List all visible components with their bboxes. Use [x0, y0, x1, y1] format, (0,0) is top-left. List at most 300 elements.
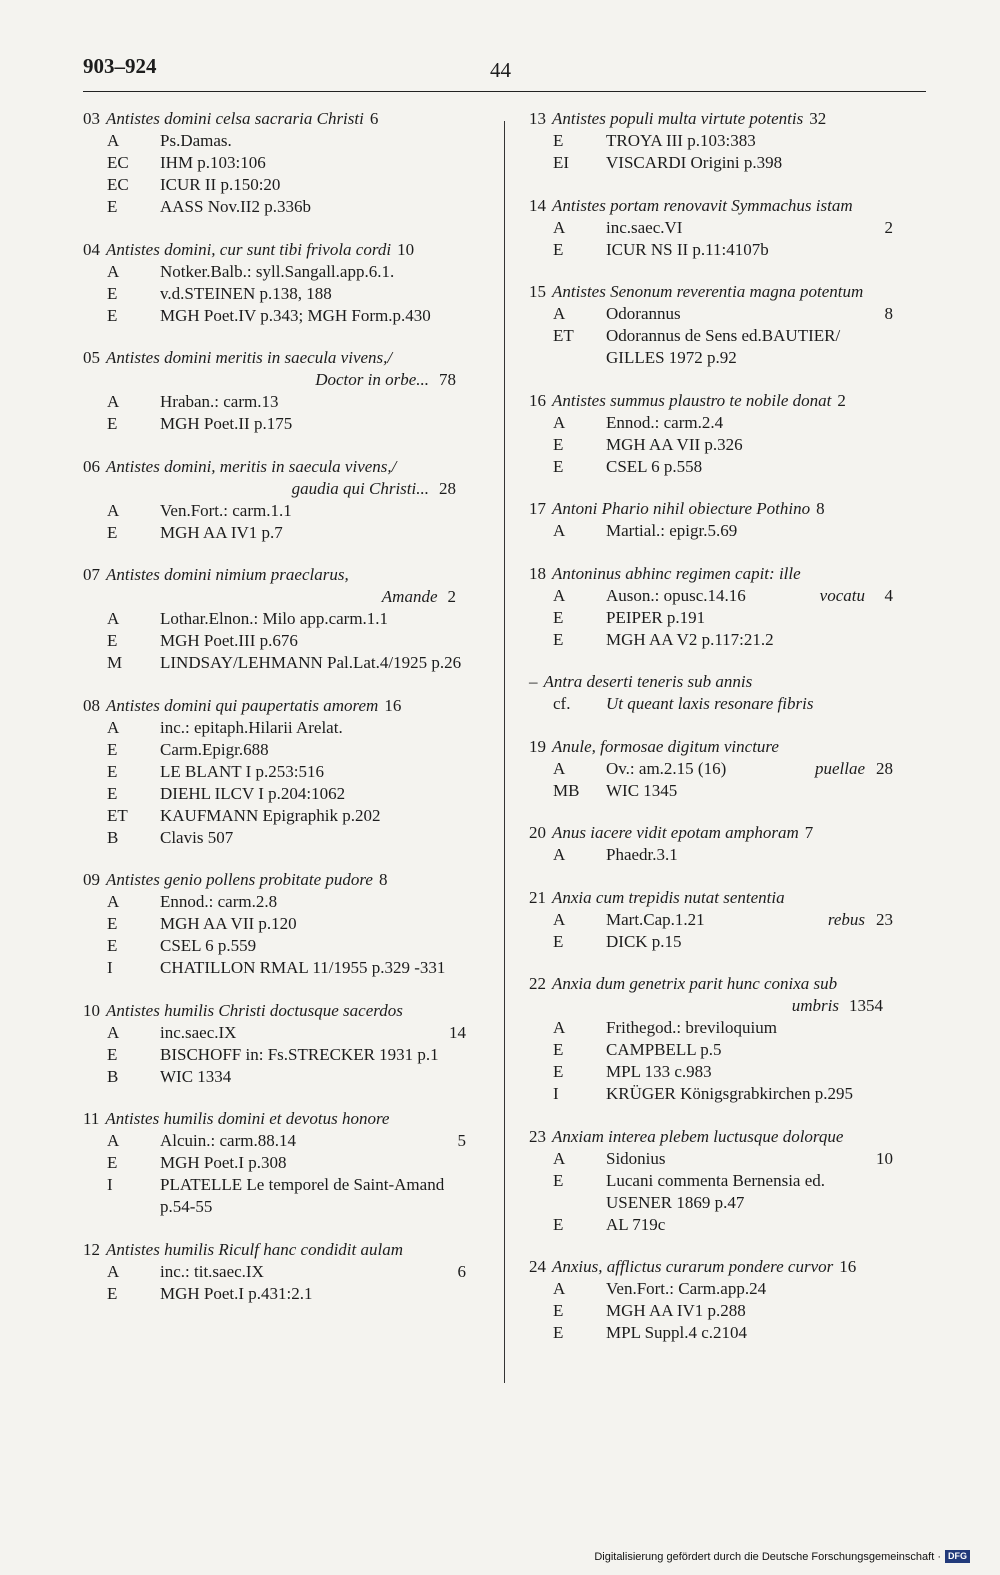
source-code: E [107, 783, 118, 803]
source-reference [606, 1061, 913, 1083]
source-text: LE BLANT I p.253:516 [160, 761, 325, 781]
source-code: A [107, 609, 120, 628]
source-reference [160, 1261, 486, 1283]
source-reference [606, 1170, 913, 1214]
entry-title [529, 1126, 913, 1148]
header-rule [83, 91, 926, 92]
entry [83, 108, 486, 218]
verse-count: 6 [457, 1261, 466, 1281]
entry-number: 05 [83, 348, 100, 367]
incipit: Antistes Senonum reverentia magna potentum [552, 282, 864, 301]
source-text: AL 719c [606, 1214, 666, 1234]
verse-count: 5 [457, 1131, 466, 1150]
source-reference [160, 913, 486, 935]
source-code: E [107, 936, 118, 955]
source-code: I [553, 1084, 559, 1103]
source-reference [160, 1130, 486, 1152]
source-text: Alcuin.: carm.88.14 [160, 1131, 296, 1150]
source-code: A [553, 1018, 566, 1037]
entry-number: 16 [529, 390, 546, 410]
source-row [529, 412, 913, 434]
verse-count: 78 [439, 370, 456, 389]
entry [529, 498, 913, 542]
entry [529, 195, 913, 261]
verse-count: 6 [369, 109, 379, 128]
source-row [529, 780, 913, 802]
source-code: E [553, 434, 564, 454]
source-text: AASS Nov.II2 p.336b [160, 197, 311, 216]
source-code: A [553, 1148, 566, 1168]
incipit-continued: Doctor in orbe... [315, 370, 429, 389]
entry-title [529, 390, 913, 412]
right-column [529, 108, 913, 1344]
source-reference [606, 1322, 913, 1344]
source-code: E [553, 131, 564, 150]
source-text: ICUR NS II p.11:4107b [606, 239, 769, 259]
source-code: E [553, 239, 564, 259]
incipit: Anxiam interea plebem luctusque dolorque [552, 1126, 844, 1146]
source-code: ET [107, 805, 128, 825]
source-reference [606, 780, 913, 802]
entry [83, 1000, 486, 1088]
source-code: E [553, 629, 564, 649]
entry-title [83, 869, 486, 891]
entry-number: 11 [83, 1109, 100, 1128]
verse-count: 7 [804, 823, 814, 842]
source-reference [160, 196, 486, 218]
incipit-word: vocatu [819, 585, 865, 605]
incipit-continuation [83, 478, 486, 500]
source-text: KAUFMANN Epigraphik p.202 [160, 805, 381, 825]
source-reference [160, 652, 486, 674]
source-reference [606, 931, 913, 953]
source-row [529, 585, 913, 607]
entry [529, 973, 913, 1105]
source-code: B [107, 827, 119, 847]
incipit: Antistes genio pollens probitate pudore [106, 870, 373, 889]
source-text: Notker.Balb.: syll.Sangall.app.6.1. [160, 261, 395, 281]
source-row [83, 174, 486, 196]
source-code: ET [553, 326, 574, 345]
source-code: E [107, 739, 118, 759]
source-row [529, 1278, 913, 1300]
incipit-continued: gaudia qui Christi... [291, 478, 429, 498]
entry-title [529, 671, 913, 693]
source-code: E [107, 305, 118, 325]
source-text: CSEL 6 p.558 [606, 456, 703, 476]
entry-number: 09 [83, 870, 100, 889]
source-code: E [553, 1040, 564, 1059]
entry-title [529, 736, 913, 758]
entry-number: 12 [83, 1239, 100, 1259]
source-reference [160, 805, 486, 827]
verse-count: 8 [816, 499, 825, 518]
entry-number: 20 [529, 823, 546, 842]
source-text: WIC 1334 [160, 1066, 232, 1086]
source-reference [606, 1017, 913, 1039]
source-row [529, 325, 913, 369]
source-reference [160, 261, 486, 283]
source-row [529, 239, 913, 261]
entry-title [83, 1108, 486, 1130]
source-text: Clavis 507 [160, 827, 234, 847]
incipit: Antistes humilis domini et devotus honore [105, 1109, 390, 1128]
verse-count: 2 [884, 217, 893, 237]
running-head: 903–924 [83, 54, 157, 78]
source-reference [606, 844, 913, 866]
incipit-continuation [83, 586, 486, 608]
source-reference [160, 413, 486, 435]
entry-title [83, 564, 486, 586]
source-row [83, 305, 486, 327]
source-code: A [553, 412, 566, 432]
incipit: Antoni Phario nihil obiecture Pothino [552, 499, 811, 518]
source-text: BISCHOFF in: Fs.STRECKER 1931 p.1 [160, 1044, 439, 1064]
source-row [529, 758, 913, 780]
source-text: Carm.Epigr.688 [160, 739, 269, 759]
source-reference [606, 1214, 913, 1236]
source-reference [160, 283, 486, 305]
source-row [529, 1170, 913, 1214]
source-reference [606, 758, 913, 780]
source-text: inc.: tit.saec.IX [160, 1261, 264, 1281]
source-text: ICUR II p.150:20 [160, 175, 281, 194]
source-text: Lothar.Elnon.: Milo app.carm.1.1 [160, 609, 389, 628]
entry-number: 04 [83, 239, 100, 259]
source-row [83, 1130, 486, 1152]
source-reference [606, 520, 913, 542]
incipit: Antistes summus plaustro te nobile donat [552, 390, 832, 410]
verse-count: 16 [384, 695, 402, 715]
source-code: E [553, 456, 564, 476]
source-reference [606, 1148, 913, 1170]
verse-count: 28 [876, 758, 893, 778]
source-reference [606, 629, 913, 651]
source-reference [160, 522, 486, 544]
source-row [83, 1174, 486, 1218]
source-text: Martial.: epigr.5.69 [606, 521, 738, 540]
source-code: A [553, 758, 566, 778]
entry [83, 1239, 486, 1305]
source-row [83, 935, 486, 957]
source-code: A [107, 392, 120, 411]
entry-number: 18 [529, 563, 546, 583]
source-row [529, 909, 913, 931]
incipit: Antistes domini nimium praeclarus, [106, 565, 349, 584]
source-text: inc.: epitaph.Hilarii Arelat. [160, 717, 343, 737]
entry [83, 456, 486, 544]
source-reference [160, 608, 486, 630]
source-code: E [107, 522, 118, 542]
source-row [529, 152, 913, 174]
source-code: A [553, 585, 566, 605]
verse-count: 10 [876, 1148, 893, 1168]
source-text: CSEL 6 p.559 [160, 936, 257, 955]
source-code: cf. [553, 694, 571, 713]
entry-number: 10 [83, 1000, 100, 1020]
source-row [529, 607, 913, 629]
incipit-continuation [529, 995, 913, 1017]
entry-title [529, 108, 913, 130]
entry-title [83, 695, 486, 717]
source-row [83, 196, 486, 218]
source-text: MGH Poet.I p.431:2.1 [160, 1283, 313, 1303]
source-row [83, 717, 486, 739]
source-reference [160, 391, 486, 413]
entry [83, 1108, 486, 1218]
source-code: E [107, 914, 118, 933]
source-reference [160, 152, 486, 174]
incipit: Antistes domini celsa sacraria Christi [106, 109, 364, 128]
column-divider [504, 121, 505, 1383]
entry-title [83, 347, 486, 369]
entry [83, 239, 486, 327]
incipit: Antoninus abhinc regimen capit: ille [552, 563, 801, 583]
source-text: MGH Poet.IV p.343; MGH Form.p.430 [160, 305, 431, 325]
entry-number: 08 [83, 695, 100, 715]
left-column [83, 108, 486, 1305]
source-row [83, 739, 486, 761]
source-code: E [107, 414, 118, 433]
incipit: Antra deserti teneris sub annis [543, 672, 753, 691]
source-reference [606, 412, 913, 434]
entry [83, 564, 486, 674]
entry [529, 281, 913, 369]
source-code: EC [107, 153, 129, 172]
source-text: Ut queant laxis resonare fibris [606, 694, 814, 713]
dfg-logo: DFG [945, 1550, 970, 1563]
source-text: DIEHL ILCV I p.204:1062 [160, 783, 346, 803]
source-code: E [107, 1283, 118, 1303]
entry-number: 03 [83, 109, 100, 128]
entry-title [529, 281, 913, 303]
source-reference [160, 957, 486, 979]
entry-number: 07 [83, 565, 100, 584]
source-reference [160, 1152, 486, 1174]
incipit: Anxia dum genetrix parit hunc conixa sub [552, 974, 838, 993]
source-text: KRÜGER Königsgrabkirchen p.295 [606, 1084, 853, 1103]
source-reference [606, 239, 913, 261]
source-reference [160, 630, 486, 652]
source-row [83, 913, 486, 935]
source-text: MGH AA IV1 p.7 [160, 522, 283, 542]
source-row [83, 1152, 486, 1174]
source-reference [606, 1278, 913, 1300]
entry [529, 563, 913, 651]
source-text: PEIPER p.191 [606, 607, 706, 627]
source-row [83, 1066, 486, 1088]
verse-count: 2 [837, 390, 846, 410]
source-text: Mart.Cap.1.21 [606, 909, 705, 929]
source-reference [606, 1039, 913, 1061]
verse-count: 16 [839, 1257, 857, 1276]
source-text: inc.saec.IX [160, 1022, 237, 1042]
verse-count: 1354 [849, 996, 883, 1015]
source-code: A [553, 217, 566, 237]
entry [529, 736, 913, 802]
source-code: E [553, 1301, 564, 1320]
source-code: E [107, 1044, 118, 1064]
source-row [83, 891, 486, 913]
source-code: E [553, 1170, 564, 1190]
incipit: Antistes populi multa virtute potentis [552, 109, 804, 128]
footer [594, 1550, 970, 1563]
source-reference [606, 909, 913, 931]
entry-title [529, 498, 913, 520]
source-text: Ennod.: carm.2.8 [160, 892, 278, 911]
incipit: Anxius, afflictus curarum pondere curvor [552, 1257, 834, 1276]
source-text: CAMPBELL p.5 [606, 1040, 722, 1059]
source-reference [606, 217, 913, 239]
source-row [83, 630, 486, 652]
source-text: MPL Suppl.4 c.2104 [606, 1323, 748, 1342]
source-row [529, 1148, 913, 1170]
source-row [83, 652, 486, 674]
source-code: A [107, 1022, 120, 1042]
source-text: TROYA III p.103:383 [606, 131, 756, 150]
source-row [529, 1300, 913, 1322]
entry-title [529, 1256, 913, 1278]
source-row [83, 761, 486, 783]
entry-number: 19 [529, 736, 546, 756]
source-row [83, 391, 486, 413]
source-reference [160, 130, 486, 152]
entry-number: 21 [529, 887, 546, 907]
verse-count: 4 [884, 585, 893, 605]
entry-number: 23 [529, 1126, 546, 1146]
source-row [529, 520, 913, 542]
incipit-word: puellae [814, 758, 865, 778]
entry-number: 14 [529, 195, 546, 215]
source-code: A [107, 892, 120, 911]
source-row [83, 1261, 486, 1283]
source-reference [160, 174, 486, 196]
source-row [83, 152, 486, 174]
source-reference [160, 1066, 486, 1088]
source-code: I [107, 1175, 113, 1194]
page-number: 44 [490, 58, 511, 82]
source-reference [160, 739, 486, 761]
entry [529, 390, 913, 478]
entry-title [83, 1239, 486, 1261]
source-reference [606, 585, 913, 607]
verse-count: 10 [397, 239, 415, 259]
source-text: Hraban.: carm.13 [160, 392, 279, 411]
source-code: MB [553, 780, 580, 800]
source-row [529, 1061, 913, 1083]
source-reference [160, 717, 486, 739]
source-row [83, 283, 486, 305]
source-code: E [553, 607, 564, 627]
entry-title [529, 563, 913, 585]
source-reference [160, 783, 486, 805]
source-row [529, 1083, 913, 1105]
source-text: MGH AA V2 p.117:21.2 [606, 629, 774, 649]
source-code: EC [107, 175, 129, 194]
source-text: Phaedr.3.1 [606, 845, 678, 864]
source-code: A [107, 131, 120, 150]
source-text: Ven.Fort.: Carm.app.24 [606, 1279, 767, 1298]
verse-count: 8 [378, 870, 388, 889]
source-text: MGH AA VII p.120 [160, 914, 297, 933]
entry-number: 17 [529, 499, 546, 518]
verse-count: 14 [449, 1022, 466, 1042]
source-reference [160, 1174, 486, 1218]
entry [529, 1256, 913, 1344]
source-code: A [107, 500, 120, 520]
source-text: PLATELLE Le temporel de Saint-Amand p.54-55 [160, 1175, 445, 1216]
source-text: MPL 133 c.983 [606, 1062, 712, 1081]
source-text: Odorannus de Sens ed.BAUTIER/ GILLES 1972 p.92 [606, 326, 841, 367]
source-text: WIC 1345 [606, 780, 678, 800]
incipit: Antistes humilis Christi doctusque sacerdos [106, 1000, 403, 1020]
entry [529, 671, 913, 715]
source-code: E [553, 931, 564, 951]
source-reference [160, 1044, 486, 1066]
source-row [529, 130, 913, 152]
source-code: E [107, 1153, 118, 1172]
source-reference [160, 891, 486, 913]
source-row [83, 805, 486, 827]
source-text: Frithegod.: breviloquium [606, 1018, 777, 1037]
source-code: E [107, 283, 118, 303]
source-row [83, 957, 486, 979]
incipit: Antistes domini qui paupertatis amorem [106, 695, 379, 715]
source-row [529, 629, 913, 651]
verse-count: 8 [884, 304, 893, 323]
source-text: MGH AA VII p.326 [606, 434, 743, 454]
incipit: Anus iacere vidit epotam amphoram [552, 823, 799, 842]
incipit: Anxia cum trepidis nutat sententia [552, 887, 785, 907]
source-row [83, 608, 486, 630]
source-code: E [107, 197, 118, 216]
source-code: A [107, 1131, 120, 1150]
entry [83, 869, 486, 979]
source-reference [606, 130, 913, 152]
source-row [529, 456, 913, 478]
source-reference [606, 456, 913, 478]
source-reference [160, 1283, 486, 1305]
entry [529, 822, 913, 866]
source-text: Ps.Damas. [160, 131, 232, 150]
source-text: IHM p.103:106 [160, 153, 266, 172]
source-text: DICK p.15 [606, 931, 682, 951]
source-row [529, 693, 913, 715]
source-reference [606, 152, 913, 174]
incipit: Anule, formosae digitum vincture [552, 736, 779, 756]
source-text: Ennod.: carm.2.4 [606, 412, 724, 432]
incipit-continued: Amande [381, 587, 438, 606]
source-reference [160, 500, 486, 522]
source-code: A [553, 521, 566, 540]
incipit: Antistes domini, cur sunt tibi frivola cordi [106, 239, 392, 259]
source-text: MGH Poet.II p.175 [160, 414, 293, 433]
footer-text: Digitalisierung gefördert durch die Deutsche Forschungsgemeinschaft · [594, 1550, 941, 1563]
source-row [529, 1322, 913, 1344]
source-text: VISCARDI Origini p.398 [606, 153, 783, 172]
source-code: E [553, 1323, 564, 1342]
source-reference [160, 761, 486, 783]
source-row [83, 1283, 486, 1305]
source-text: MGH Poet.I p.308 [160, 1153, 287, 1172]
source-code: E [553, 1062, 564, 1081]
entry [529, 108, 913, 174]
entry-title [529, 195, 913, 217]
source-row [529, 303, 913, 325]
source-code: B [107, 1066, 119, 1086]
source-row [529, 434, 913, 456]
entry [529, 1126, 913, 1236]
